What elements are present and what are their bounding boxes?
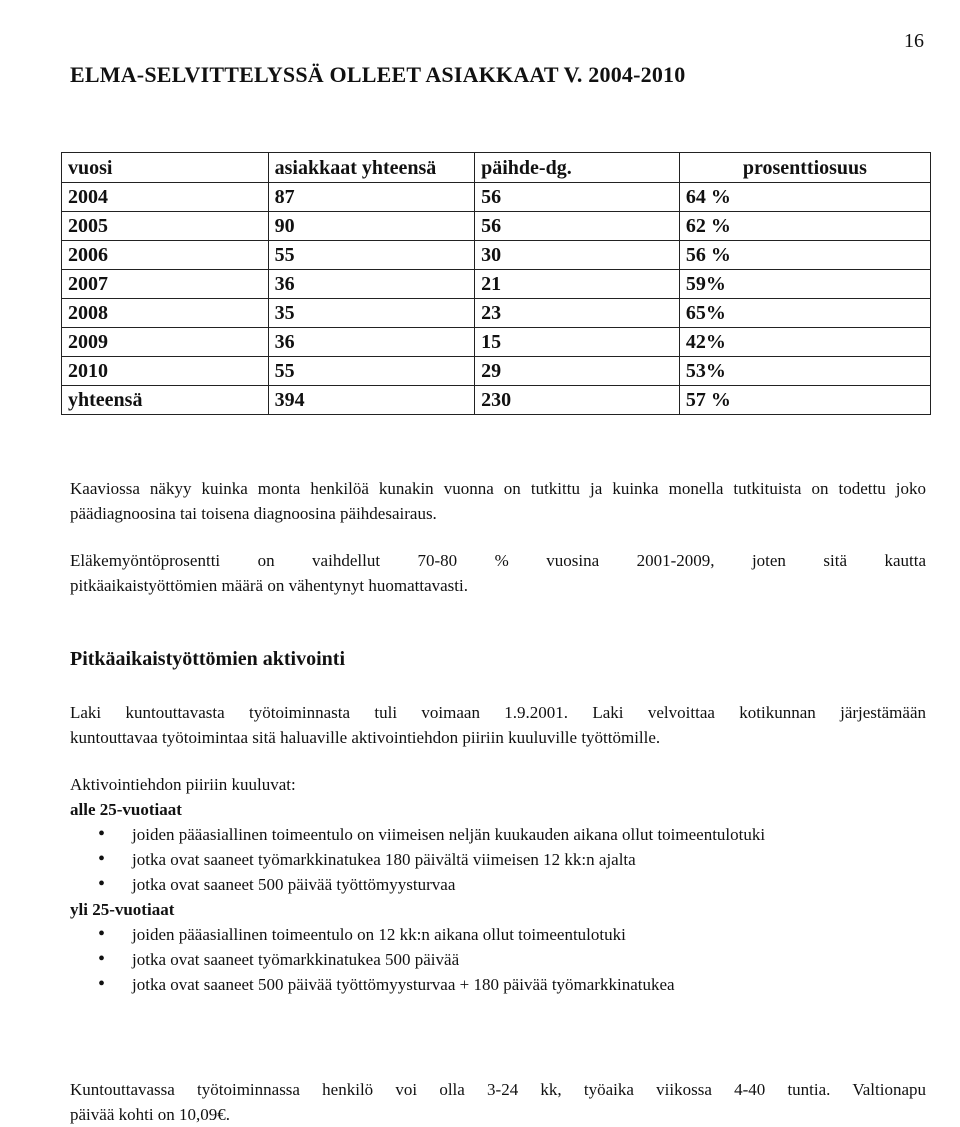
cell-percentage: 53% <box>679 357 930 386</box>
cell-year: 2004 <box>62 183 269 212</box>
clients-table <box>61 152 931 415</box>
cell-total-clients: 35 <box>268 299 475 328</box>
group-over-25-label: yli 25-vuotiaat <box>70 900 175 919</box>
cell-total-clients: 55 <box>268 357 475 386</box>
cell-total-clients: 394 <box>268 386 475 415</box>
cell-total-clients: 55 <box>268 241 475 270</box>
criteria-intro: Aktivointiehdon piiriin kuuluvat: <box>70 775 296 794</box>
cell-percentage: 57 % <box>679 386 930 415</box>
table-header-row <box>62 153 931 183</box>
cell-year: 2010 <box>62 357 269 386</box>
cell-substance-diagnosis: 30 <box>475 241 680 270</box>
cell-substance-diagnosis: 29 <box>475 357 680 386</box>
pension-line-1: Eläkemyöntöprosentti on vaihdellut 70-80 % vuosina 2001-2009, joten sitä kautta <box>70 551 926 570</box>
table-row <box>62 299 931 328</box>
pension-line-2: pitkäaikaistyöttömien määrä on vähentynyt huomattavasti. <box>70 576 468 595</box>
list-item: • joiden pääasiallinen toimeentulo on 12 kk:n aikana ollut toimeentulotuki <box>70 922 926 947</box>
list-item: • jotka ovat saaneet työmarkkinatukea 500 päivää <box>70 947 926 972</box>
cell-substance-diagnosis: 230 <box>475 386 680 415</box>
table-row <box>62 241 931 270</box>
section-heading: Pitkäaikaistyöttömien aktivointi <box>70 648 346 670</box>
activation-criteria <box>70 772 926 997</box>
cell-total-clients: 90 <box>268 212 475 241</box>
cell-substance-diagnosis: 56 <box>475 183 680 212</box>
cell-percentage: 62 % <box>679 212 930 241</box>
cell-percentage: 59% <box>679 270 930 299</box>
list-item: • jotka ovat saaneet 500 päivää työttömyysturvaa + 180 päivää työmarkkinatukea <box>70 972 926 997</box>
header-year: vuosi <box>62 153 269 183</box>
table-row <box>62 212 931 241</box>
cell-substance-diagnosis: 56 <box>475 212 680 241</box>
table-row <box>62 270 931 299</box>
cell-year: 2008 <box>62 299 269 328</box>
cell-percentage: 64 % <box>679 183 930 212</box>
closing-paragraph <box>70 1077 926 1127</box>
cell-percentage: 65% <box>679 299 930 328</box>
cell-total-clients: 36 <box>268 328 475 357</box>
law-line-2: kuntouttavaa työtoimintaa sitä haluaville aktivointiehdon piiriin kuuluville työttömille. <box>70 728 661 747</box>
cell-substance-diagnosis: 23 <box>475 299 680 328</box>
table-body <box>62 183 931 415</box>
table-row <box>62 183 931 212</box>
cell-total-clients: 36 <box>268 270 475 299</box>
header-total-clients: asiakkaat yhteensä <box>268 153 475 183</box>
list-item: • jotka ovat saaneet 500 päivää työttömyysturvaa <box>70 872 926 897</box>
page-number: 16 <box>904 30 924 52</box>
list-item: • jotka ovat saaneet työmarkkinatukea 180 päivältä viimeisen 12 kk:n ajalta <box>70 847 926 872</box>
cell-year: yhteensä <box>62 386 269 415</box>
cell-total-clients: 87 <box>268 183 475 212</box>
table-row <box>62 328 931 357</box>
chart-description: Kaaviossa näkyy kuinka monta henkilöä kunakin vuonna on tutkittu ja kuinka monella tutkituista on todettu joko päädiagnoosina tai toisena diagnoosina päihdesairaus. <box>70 479 926 523</box>
cell-substance-diagnosis: 21 <box>475 270 680 299</box>
cell-year: 2006 <box>62 241 269 270</box>
header-percentage: prosenttiosuus <box>679 153 930 183</box>
cell-percentage: 42% <box>679 328 930 357</box>
cell-year: 2009 <box>62 328 269 357</box>
group-under-25-label: alle 25-vuotiaat <box>70 800 182 819</box>
closing-line-2: päivää kohti on 10,09€. <box>70 1105 231 1124</box>
pension-paragraph <box>70 548 926 598</box>
cell-year: 2007 <box>62 270 269 299</box>
table-row <box>62 357 931 386</box>
list-item: • joiden pääasiallinen toimeentulo on viimeisen neljän kuukauden aikana ollut toimeentulotuki <box>70 822 832 847</box>
law-line-1: Laki kuntouttavasta työtoiminnasta tuli voimaan 1.9.2001. Laki velvoittaa kotikunnan järjestämään <box>70 703 926 722</box>
group-over-25-list <box>70 922 926 997</box>
cell-percentage: 56 % <box>679 241 930 270</box>
law-paragraph <box>70 700 926 750</box>
closing-line-1: Kuntouttavassa työtoiminnassa henkilö voi olla 3-24 kk, työaika viikossa 4-40 tuntia. Valtionapu <box>70 1080 926 1099</box>
table-row <box>62 386 931 415</box>
cell-year: 2005 <box>62 212 269 241</box>
header-substance-diagnosis: päihde-dg. <box>475 153 680 183</box>
document-title: ELMA-SELVITTELYSSÄ OLLEET ASIAKKAAT V. 2004-2010 <box>70 62 686 87</box>
group-under-25-list <box>70 822 926 897</box>
cell-substance-diagnosis: 15 <box>475 328 680 357</box>
